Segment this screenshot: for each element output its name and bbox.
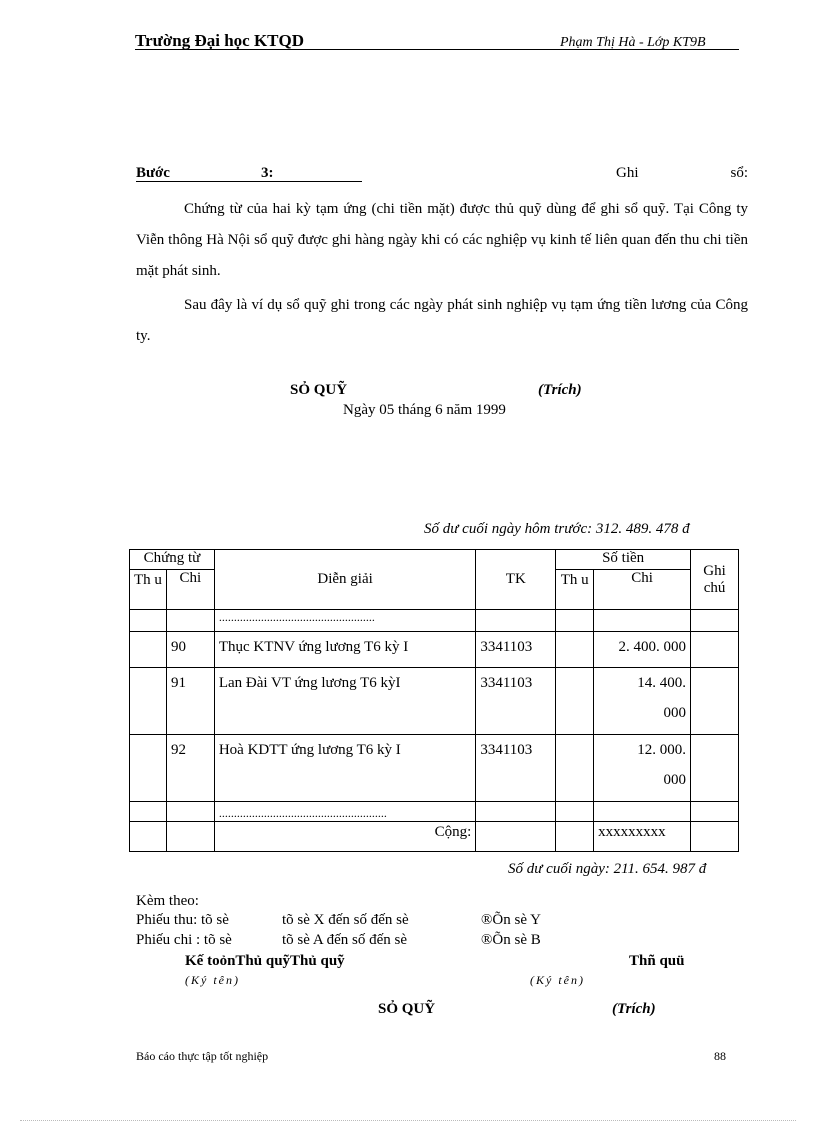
header-so-tien: Số tiền [556,550,691,570]
attachment-line-1a: Phiếu thu: tõ sè [136,912,229,928]
footer-page-number: 88 [714,1049,726,1063]
attachments-title: Kèm theo: [136,893,199,909]
step-ghi: Ghi [616,165,639,181]
row-tk: 3341103 [476,668,556,735]
row-tk: 3341103 [476,632,556,668]
step-so: sổ: [730,165,748,181]
row-amount [594,735,691,802]
ledger-table [129,549,739,852]
header-author: Phạm Thị Hà - Lớp KT9B [560,35,706,50]
row-chi: 90 [166,632,214,668]
attachment-line-2b: tõ sè A đến số đến sè [282,932,407,948]
row-chi: 91 [166,668,214,735]
header-dien-giai: Diễn giải [214,550,476,610]
dotted-line: .................................................... [214,610,476,632]
row-chi: 92 [166,735,214,802]
step-number: 3: [261,165,274,181]
header-thu: Th u [130,570,167,610]
row-amount: 2. 400. 000 [594,632,691,668]
attachment-line-1b: tõ sè X đến số đến sè [282,912,409,928]
row-desc: Lan Đài VT ứng lương T6 kỳI [214,668,476,735]
step-underline [136,181,362,182]
step-heading [136,165,748,185]
sum-label: Cộng: [214,822,476,852]
row-amount [594,668,691,735]
table-row [130,802,739,822]
table-row [130,610,739,632]
signature-sub-right: (Ký tên) [530,973,585,987]
header-so-tien-thu: Th u [556,570,594,610]
table-row [130,632,739,668]
header-tk: TK [476,550,556,610]
sum-row [130,822,739,852]
attachment-line-2c: ®Õn sè B [481,932,541,948]
row-amount-line1: 14. 400. [637,675,687,691]
signature-sub-left: (Ký tên) [185,973,240,987]
ledger-title: SỎ QUỸ [290,382,348,398]
page-bottom-border [20,1120,796,1121]
closing-balance: Số dư cuối ngày: 211. 654. 987 đ [508,861,707,877]
header-chi: Chi [166,570,214,610]
table-row [130,735,739,802]
ledger-date: Ngày 05 tháng 6 năm 1999 [343,402,506,418]
second-ledger-trich: (Trích) [612,1001,656,1017]
signature-right: Thñ quü [629,953,685,969]
header-chung-tu: Chứng từ [130,550,215,570]
header-so-tien-chi: Chi [594,570,691,610]
paragraph-1 [136,194,748,287]
paragraph-1-text: Chứng từ của hai kỳ tạm ứng (chi tiền mặt) được thủ quỹ dùng để ghi sổ quỹ. Tại Công ty Viễn thông Hà Nội sổ quỹ được ghi hàng ngày khi có các nghiệp vụ kinh tế liên quan đến thu chi tiền mặt phát sinh. [136,201,748,279]
dotted-line: ........................................................ [214,802,476,822]
sum-value: xxxxxxxxx [594,822,691,852]
second-ledger-title: SỎ QUỸ [378,1001,436,1017]
row-amount-line2: 000 [663,705,687,721]
header-school: Trường Đại học KTQD [135,31,305,50]
ledger-trich: (Trích) [538,382,582,398]
paragraph-2-text: Sau đây là ví dụ sổ quỹ ghi trong các ngày phát sinh nghiệp vụ tạm ứng tiền lương của Công ty. [136,297,748,344]
row-amount-line2: 000 [663,772,687,788]
paragraph-2 [136,290,748,352]
opening-balance: Số dư cuối ngày hôm trước: 312. 489. 478 đ [424,521,690,537]
table-row [130,668,739,735]
step-label: Bước [136,165,170,181]
attachment-line-1c: ®Õn sè Y [481,912,541,928]
signature-left: Kế toỏnThủ quỹThủ quỹ [185,953,345,969]
row-desc: Thục KTNV ứng lương T6 kỳ I [214,632,476,668]
row-tk: 3341103 [476,735,556,802]
header-rule [135,49,739,50]
row-desc: Hoà KDTT ứng lương T6 kỳ I [214,735,476,802]
row-amount-line1: 12. 000. [637,742,687,758]
attachment-line-2a: Phiếu chi : tõ sè [136,932,232,948]
footer-report: Báo cáo thực tập tốt nghiệp [136,1049,269,1063]
header-ghi-chu: Ghi chú [691,550,739,610]
